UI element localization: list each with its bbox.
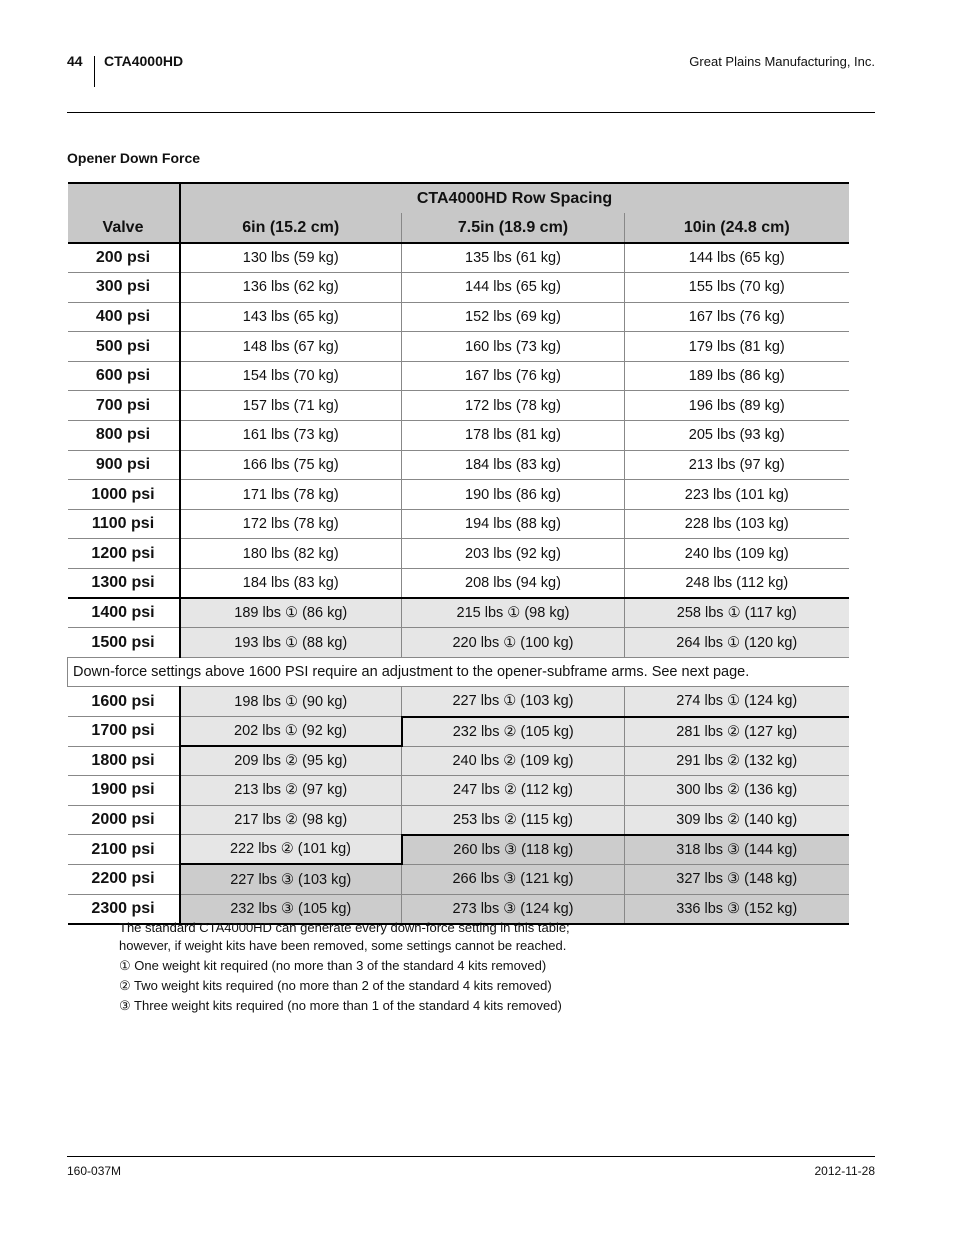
header-divider bbox=[94, 56, 95, 87]
table-body bbox=[68, 243, 849, 924]
table-row bbox=[68, 539, 849, 569]
header-rule bbox=[67, 112, 875, 113]
table-row bbox=[68, 361, 849, 391]
section-title: Opener Down Force bbox=[67, 150, 201, 166]
footnote-intro-line-2: however, if weight kits have been removed, some settings cannot be reached. bbox=[119, 938, 567, 953]
table-row bbox=[68, 509, 849, 539]
valve-pressure: 1600 psi bbox=[68, 687, 180, 717]
down-force-cell: 171 lbs (78 kg) bbox=[180, 480, 402, 510]
footnote-three-kits: ③ Three weight kits required (no more than 1 of the standard 4 kits removed) bbox=[119, 998, 562, 1013]
down-force-cell: 155 lbs (70 kg) bbox=[625, 273, 849, 303]
table-row bbox=[68, 302, 849, 332]
valve-pressure: 400 psi bbox=[68, 302, 180, 332]
down-force-cell: 227 lbs ③ (103 kg) bbox=[180, 864, 402, 894]
revision-date: 2012-11-28 bbox=[814, 1164, 875, 1178]
table-row bbox=[68, 569, 849, 599]
down-force-cell: 222 lbs ② (101 kg) bbox=[180, 835, 402, 865]
table-row bbox=[68, 598, 849, 628]
document-title: CTA4000HD bbox=[104, 53, 184, 69]
company-name: Great Plains Manufacturing, Inc. bbox=[689, 54, 875, 69]
table-row bbox=[68, 273, 849, 303]
down-force-cell: 167 lbs (76 kg) bbox=[402, 361, 625, 391]
table-row bbox=[68, 391, 849, 421]
down-force-cell: 157 lbs (71 kg) bbox=[180, 391, 402, 421]
adjustment-note: Down-force settings above 1600 PSI require an adjustment to the opener-subframe arms. See next page. bbox=[68, 657, 849, 687]
down-force-cell: 130 lbs (59 kg) bbox=[180, 243, 402, 273]
valve-pressure: 500 psi bbox=[68, 332, 180, 362]
down-force-cell: 300 lbs ② (136 kg) bbox=[625, 776, 849, 806]
valve-pressure: 900 psi bbox=[68, 450, 180, 480]
table-row bbox=[68, 480, 849, 510]
down-force-cell: 223 lbs (101 kg) bbox=[625, 480, 849, 510]
valve-pressure: 1000 psi bbox=[68, 480, 180, 510]
down-force-cell: 274 lbs ① (124 kg) bbox=[625, 687, 849, 717]
footer-rule bbox=[67, 1156, 875, 1157]
down-force-cell: 253 lbs ② (115 kg) bbox=[402, 805, 625, 835]
down-force-cell: 264 lbs ① (120 kg) bbox=[625, 628, 849, 658]
valve-pressure: 600 psi bbox=[68, 361, 180, 391]
down-force-cell: 190 lbs (86 kg) bbox=[402, 480, 625, 510]
down-force-cell: 196 lbs (89 kg) bbox=[625, 391, 849, 421]
down-force-cell: 258 lbs ① (117 kg) bbox=[625, 598, 849, 628]
down-force-cell: 266 lbs ③ (121 kg) bbox=[402, 864, 625, 894]
down-force-cell: 240 lbs (109 kg) bbox=[625, 539, 849, 569]
valve-pressure: 700 psi bbox=[68, 391, 180, 421]
down-force-cell: 213 lbs (97 kg) bbox=[625, 450, 849, 480]
down-force-cell: 209 lbs ② (95 kg) bbox=[180, 746, 402, 776]
column-header-6in: 6in (15.2 cm) bbox=[180, 213, 402, 243]
down-force-cell: 260 lbs ③ (118 kg) bbox=[402, 835, 625, 865]
document-number: 160-037M bbox=[67, 1164, 122, 1178]
down-force-cell: 161 lbs (73 kg) bbox=[180, 421, 402, 451]
down-force-cell: 148 lbs (67 kg) bbox=[180, 332, 402, 362]
valve-pressure: 2300 psi bbox=[68, 894, 180, 924]
note-row bbox=[68, 657, 849, 687]
column-header-valve: Valve bbox=[68, 213, 180, 243]
down-force-cell: 213 lbs ② (97 kg) bbox=[180, 776, 402, 806]
down-force-table bbox=[67, 182, 849, 925]
down-force-cell: 232 lbs ② (105 kg) bbox=[402, 717, 625, 747]
down-force-cell: 202 lbs ① (92 kg) bbox=[180, 717, 402, 747]
down-force-cell: 217 lbs ② (98 kg) bbox=[180, 805, 402, 835]
down-force-cell: 172 lbs (78 kg) bbox=[180, 509, 402, 539]
page-number: 44 bbox=[67, 53, 83, 69]
valve-pressure: 1400 psi bbox=[68, 598, 180, 628]
down-force-cell: 291 lbs ② (132 kg) bbox=[625, 746, 849, 776]
row-spacing-header: CTA4000HD Row Spacing bbox=[180, 183, 849, 213]
table-row bbox=[68, 421, 849, 451]
valve-pressure: 200 psi bbox=[68, 243, 180, 273]
down-force-cell: 208 lbs (94 kg) bbox=[402, 569, 625, 599]
down-force-cell: 167 lbs (76 kg) bbox=[625, 302, 849, 332]
valve-pressure: 2000 psi bbox=[68, 805, 180, 835]
down-force-cell: 194 lbs (88 kg) bbox=[402, 509, 625, 539]
table-row bbox=[68, 332, 849, 362]
down-force-cell: 160 lbs (73 kg) bbox=[402, 332, 625, 362]
down-force-cell: 180 lbs (82 kg) bbox=[180, 539, 402, 569]
column-header-7-5in: 7.5in (18.9 cm) bbox=[402, 213, 625, 243]
down-force-cell: 240 lbs ② (109 kg) bbox=[402, 746, 625, 776]
down-force-cell: 172 lbs (78 kg) bbox=[402, 391, 625, 421]
down-force-cell: 336 lbs ③ (152 kg) bbox=[625, 894, 849, 924]
table-row bbox=[68, 628, 849, 658]
table-row bbox=[68, 450, 849, 480]
down-force-cell: 205 lbs (93 kg) bbox=[625, 421, 849, 451]
valve-pressure: 300 psi bbox=[68, 273, 180, 303]
down-force-cell: 227 lbs ① (103 kg) bbox=[402, 687, 625, 717]
table-row bbox=[68, 746, 849, 776]
down-force-cell: 154 lbs (70 kg) bbox=[180, 361, 402, 391]
down-force-cell: 248 lbs (112 kg) bbox=[625, 569, 849, 599]
table-row bbox=[68, 805, 849, 835]
valve-pressure: 1100 psi bbox=[68, 509, 180, 539]
down-force-cell: 281 lbs ② (127 kg) bbox=[625, 717, 849, 747]
table-row bbox=[68, 864, 849, 894]
table-row bbox=[68, 687, 849, 717]
down-force-cell: 178 lbs (81 kg) bbox=[402, 421, 625, 451]
valve-pressure: 800 psi bbox=[68, 421, 180, 451]
down-force-cell: 273 lbs ③ (124 kg) bbox=[402, 894, 625, 924]
down-force-cell: 228 lbs (103 kg) bbox=[625, 509, 849, 539]
table-row bbox=[68, 243, 849, 273]
down-force-cell: 232 lbs ③ (105 kg) bbox=[180, 894, 402, 924]
valve-pressure: 1800 psi bbox=[68, 746, 180, 776]
valve-pressure: 1500 psi bbox=[68, 628, 180, 658]
down-force-cell: 215 lbs ① (98 kg) bbox=[402, 598, 625, 628]
table-row bbox=[68, 835, 849, 865]
down-force-cell: 179 lbs (81 kg) bbox=[625, 332, 849, 362]
down-force-cell: 189 lbs (86 kg) bbox=[625, 361, 849, 391]
down-force-cell: 220 lbs ① (100 kg) bbox=[402, 628, 625, 658]
valve-pressure: 1900 psi bbox=[68, 776, 180, 806]
down-force-cell: 136 lbs (62 kg) bbox=[180, 273, 402, 303]
down-force-cell: 247 lbs ② (112 kg) bbox=[402, 776, 625, 806]
valve-pressure: 2200 psi bbox=[68, 864, 180, 894]
footnotes bbox=[119, 919, 570, 1015]
down-force-cell: 152 lbs (69 kg) bbox=[402, 302, 625, 332]
table-row bbox=[68, 776, 849, 806]
valve-pressure: 2100 psi bbox=[68, 835, 180, 865]
table-header-blank bbox=[68, 183, 180, 213]
down-force-cell: 143 lbs (65 kg) bbox=[180, 302, 402, 332]
down-force-cell: 309 lbs ② (140 kg) bbox=[625, 805, 849, 835]
column-header-10in: 10in (24.8 cm) bbox=[625, 213, 849, 243]
down-force-cell: 327 lbs ③ (148 kg) bbox=[625, 864, 849, 894]
table-row bbox=[68, 717, 849, 747]
valve-pressure: 1700 psi bbox=[68, 717, 180, 747]
down-force-cell: 144 lbs (65 kg) bbox=[402, 273, 625, 303]
valve-pressure: 1200 psi bbox=[68, 539, 180, 569]
valve-pressure: 1300 psi bbox=[68, 569, 180, 599]
down-force-cell: 184 lbs (83 kg) bbox=[402, 450, 625, 480]
down-force-cell: 193 lbs ① (88 kg) bbox=[180, 628, 402, 658]
down-force-cell: 198 lbs ① (90 kg) bbox=[180, 687, 402, 717]
down-force-cell: 318 lbs ③ (144 kg) bbox=[625, 835, 849, 865]
down-force-cell: 166 lbs (75 kg) bbox=[180, 450, 402, 480]
footnote-two-kits: ② Two weight kits required (no more than 2 of the standard 4 kits removed) bbox=[119, 978, 552, 993]
down-force-cell: 189 lbs ① (86 kg) bbox=[180, 598, 402, 628]
down-force-cell: 184 lbs (83 kg) bbox=[180, 569, 402, 599]
down-force-cell: 144 lbs (65 kg) bbox=[625, 243, 849, 273]
footnote-intro-line-1: The standard CTA4000HD can generate every down-force setting in this table; bbox=[119, 920, 570, 935]
footnote-one-kit: ① One weight kit required (no more than 3 of the standard 4 kits removed) bbox=[119, 958, 547, 973]
down-force-cell: 203 lbs (92 kg) bbox=[402, 539, 625, 569]
down-force-cell: 135 lbs (61 kg) bbox=[402, 243, 625, 273]
